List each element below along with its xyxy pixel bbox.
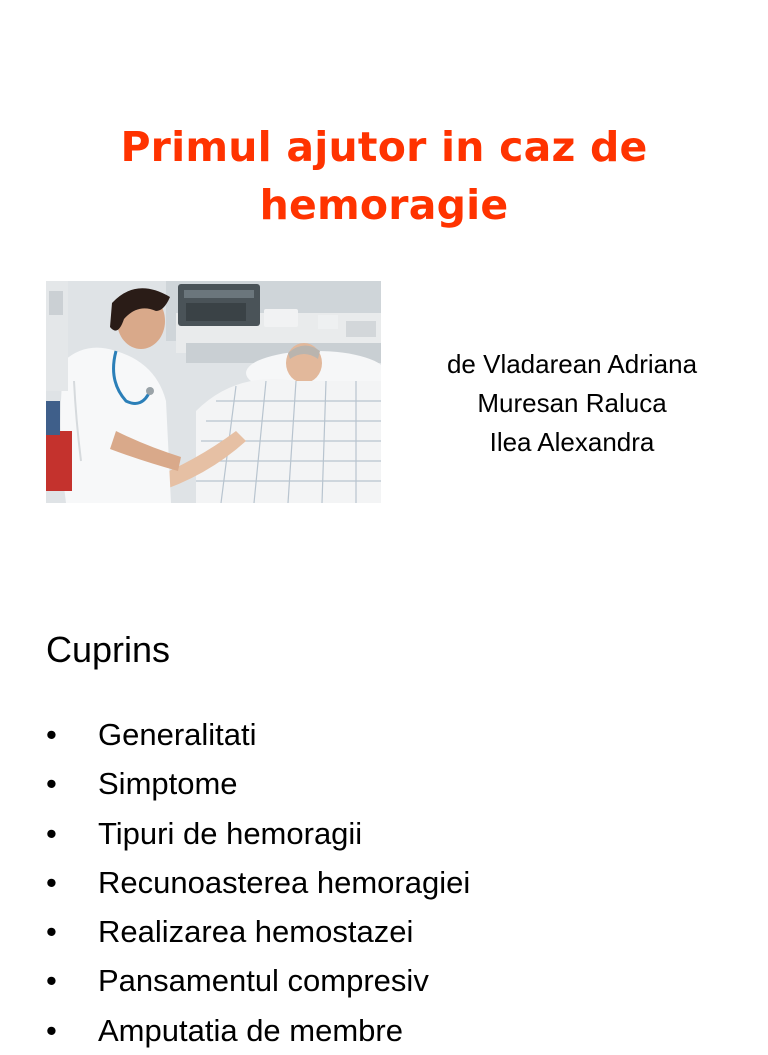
toc-item [46,809,736,858]
bullet-glyph: • [46,864,57,900]
toc-item [46,956,736,1005]
authors-block [400,345,744,462]
toc-item [46,858,736,907]
toc-list [46,710,736,1055]
toc-item-label: Amputatia de membre [98,1012,403,1048]
toc-item [46,710,736,759]
toc-item [46,759,736,808]
toc-item-label: Tipuri de hemoragii [98,815,363,851]
nurse-patient-photo [46,281,381,503]
toc-heading: Cuprins [46,629,171,670]
toc-item [46,907,736,956]
toc-item-label: Simptome [98,766,238,802]
toc-item-label: Generalitati [98,717,257,752]
slide-title-line-2: hemoragie [259,181,509,229]
author-line: Muresan Raluca [477,388,667,418]
author-line: Ilea Alexandra [489,427,655,457]
author-line: de Vladarean Adriana [446,349,698,379]
slide-title [40,118,728,234]
bullet-glyph: • [46,717,57,752]
bullet-glyph: • [46,914,57,950]
bullet-glyph: • [46,766,57,802]
toc-item-label: Recunoasterea hemoragiei [98,864,471,900]
slide-title-line-1: Primul ajutor in caz de [120,123,648,171]
toc-item-label: Realizarea hemostazei [98,914,414,950]
bullet-glyph: • [46,1012,57,1048]
bullet-glyph: • [46,963,57,999]
bullet-glyph: • [46,815,57,851]
toc-item [46,1006,736,1055]
toc-item-label: Pansamentul compresiv [98,963,429,999]
